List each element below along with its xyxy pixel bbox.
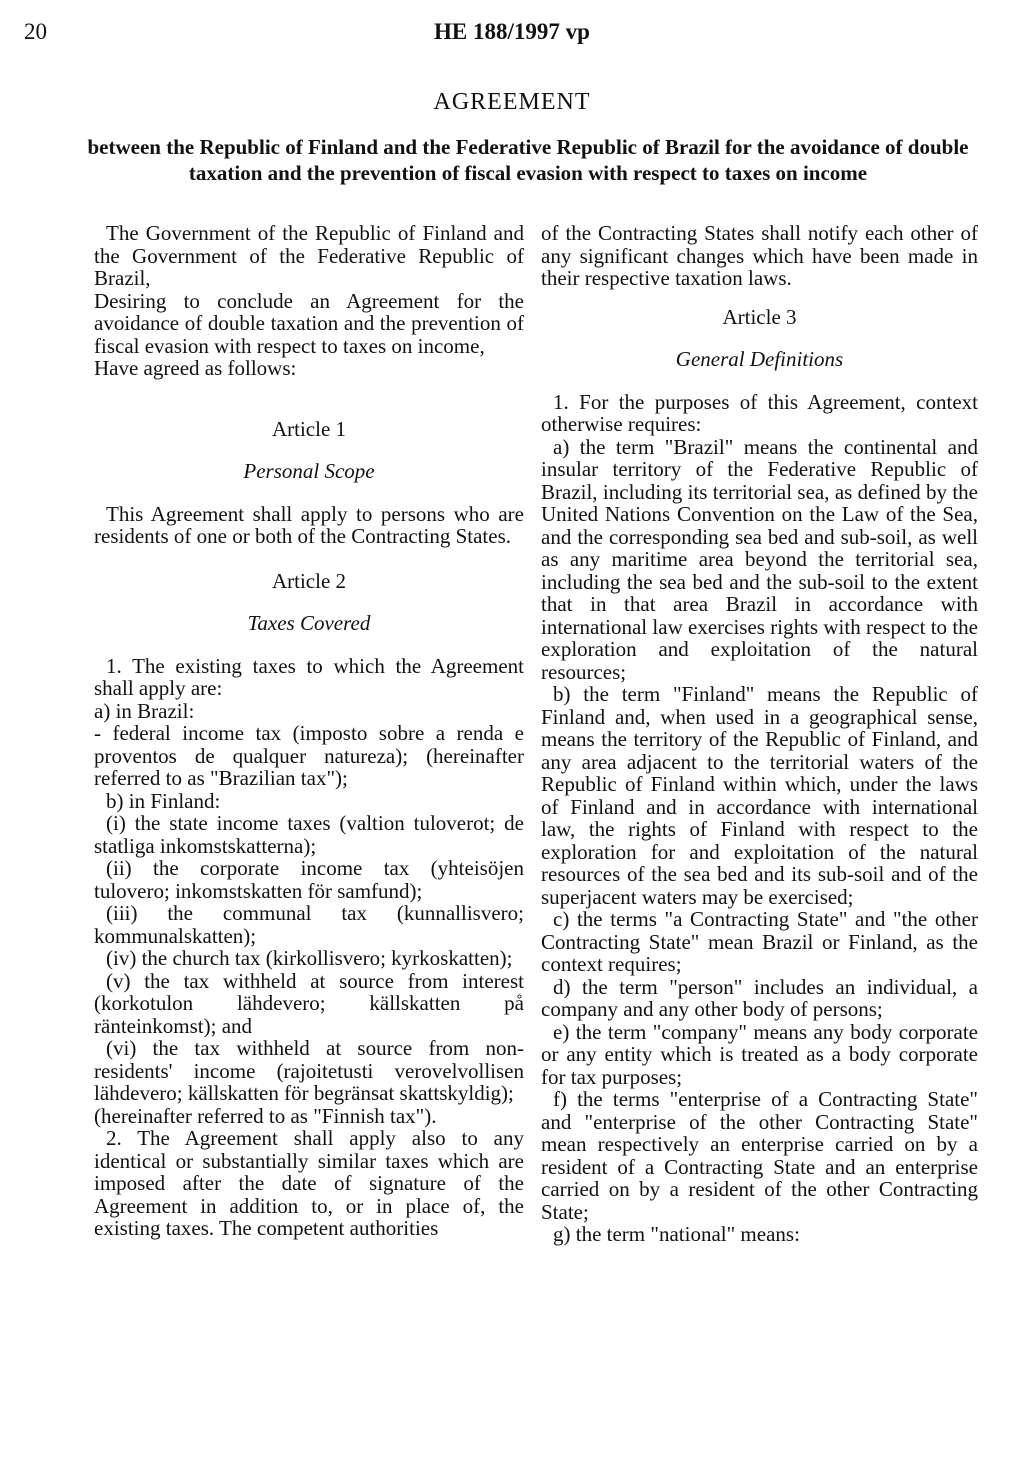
article-1-title: Personal Scope — [243, 459, 375, 483]
article-2-paragraph: (v) the tax withheld at source from interest (korkotulon lähdevero; källskatten på ränteinkomst); and — [94, 968, 524, 1038]
article-2-paragraph: b) in Finland: — [106, 788, 221, 813]
article-3-paragraph: b) the term "Finland" means the Republic of Finland and, when used in a geographical sense, means the territory of the Republic of Finland, and any area adjacent to the territorial waters of the Republic of Finland within which, under the laws of Finland and in accordance with international law, the rights of Finland with respect to the exploration for and exploitation of the natural resources of the sea bed and its sub-soil and of the superjacent waters may be exercised; — [541, 682, 978, 909]
document-title: AGREEMENT — [433, 89, 591, 115]
article-2-paragraph: (ii) the corporate income tax (yhteisöjen tulovero; inkomstskatten för samfund); — [94, 856, 524, 903]
article-2-paragraph: - federal income tax (imposto sobre a renda e proventos de qualquer natureza); (hereinafter referred to as "Brazilian tax"); — [94, 721, 524, 790]
page-header — [0, 16, 1024, 48]
article-2-heading: Article 2 — [271, 568, 347, 593]
article-3-paragraph: g) the term "national" means: — [553, 1222, 800, 1246]
preamble-paragraph: The Government of the Republic of Finland and the Government of the Federative Republic of Brazil, — [94, 221, 524, 290]
article-3-paragraph: f) the terms "enterprise of a Contracting State" and "enterprise of the other Contracting State" mean respectively an enterprise carried on by a resident of a Contracting State and an enterprise carried on by a resident of the other Contracting State; — [541, 1087, 978, 1224]
article-3-paragraph: e) the term "company" means any body corporate or any entity which is treated as a body corporate for tax purposes; — [541, 1019, 978, 1089]
article-2-paragraph: a) in Brazil: — [94, 698, 195, 723]
article-3-paragraph: c) the terms "a Contracting State" and "the other Contracting State" mean Brazil or Finland, as the context requires; — [541, 907, 978, 976]
article-2-paragraph: 1. The existing taxes to which the Agreement shall apply are: — [94, 653, 524, 700]
article-2-paragraph: 2. The Agreement shall apply also to any identical or substantially similar taxes which are imposed after the date of signature of the Agreement in addition to, or in place of, the existing taxes. The competent authorities — [94, 1126, 524, 1240]
article-2-paragraph: (hereinafter referred to as "Finnish tax"). — [94, 1103, 437, 1128]
article-2-title: Taxes Covered — [247, 611, 371, 635]
preamble-paragraph: Have agreed as follows: — [94, 356, 297, 380]
continuation-paragraph: of the Contracting States shall notify each other of any significant changes which have been made in their respective taxation laws. — [541, 221, 978, 290]
article-1-heading: Article 1 — [271, 416, 347, 441]
article-3-title: General Definitions — [675, 347, 844, 371]
preamble-paragraph: Desiring to conclude an Agreement for the avoidance of double taxation and the prevention of fiscal evasion with respect to taxes on income, — [94, 288, 524, 358]
right-column — [541, 222, 978, 1246]
article-3-paragraph: 1. For the purposes of this Agreement, context otherwise requires: — [541, 389, 978, 436]
article-2-paragraph: (i) the state income taxes (valtion tuloverot; de statliga inkomstskatterna); — [94, 811, 524, 858]
article-2-paragraph: (iv) the church tax (kirkollisvero; kyrkoskatten); — [106, 946, 513, 970]
document-subtitle: between the Republic of Finland and the Federative Republic of Brazil for the avoidance of double taxation and the prevention of fiscal evasion with respect to taxes on income — [87, 135, 969, 185]
document-reference: HE 188/1997 vp — [434, 19, 590, 44]
article-3-paragraph: a) the term "Brazil" means the continental and insular territory of the Federative Republic of Brazil, including its territorial sea, as defined by the United Nations Convention on the Law of the Sea, and the corresponding sea bed and sub-soil, as well as any maritime area beyond the territorial sea, including the sea bed and the sub-soil to the extent that in that area Brazil in accordance with international law exercises rights with respect to the exploration and exploitation of the natural resources; — [541, 434, 978, 684]
page-number: 20 — [24, 19, 47, 44]
article-2-paragraph: (iii) the communal tax (kunnallisvero; kommunalskatten); — [94, 901, 524, 948]
article-3-heading: Article 3 — [722, 304, 797, 329]
article-3-paragraph: d) the term "person" includes an individual, a company and any other body of persons; — [541, 974, 978, 1021]
article-2-paragraph: (vi) the tax withheld at source from non-residents' income (rajoitetusti verovelvollisen lähdevero; källskatten för begränsat skattskyldig); — [94, 1036, 524, 1105]
article-1-text: This Agreement shall apply to persons who are residents of one or both of the Contracting States. — [94, 501, 524, 548]
left-column — [94, 222, 524, 1240]
